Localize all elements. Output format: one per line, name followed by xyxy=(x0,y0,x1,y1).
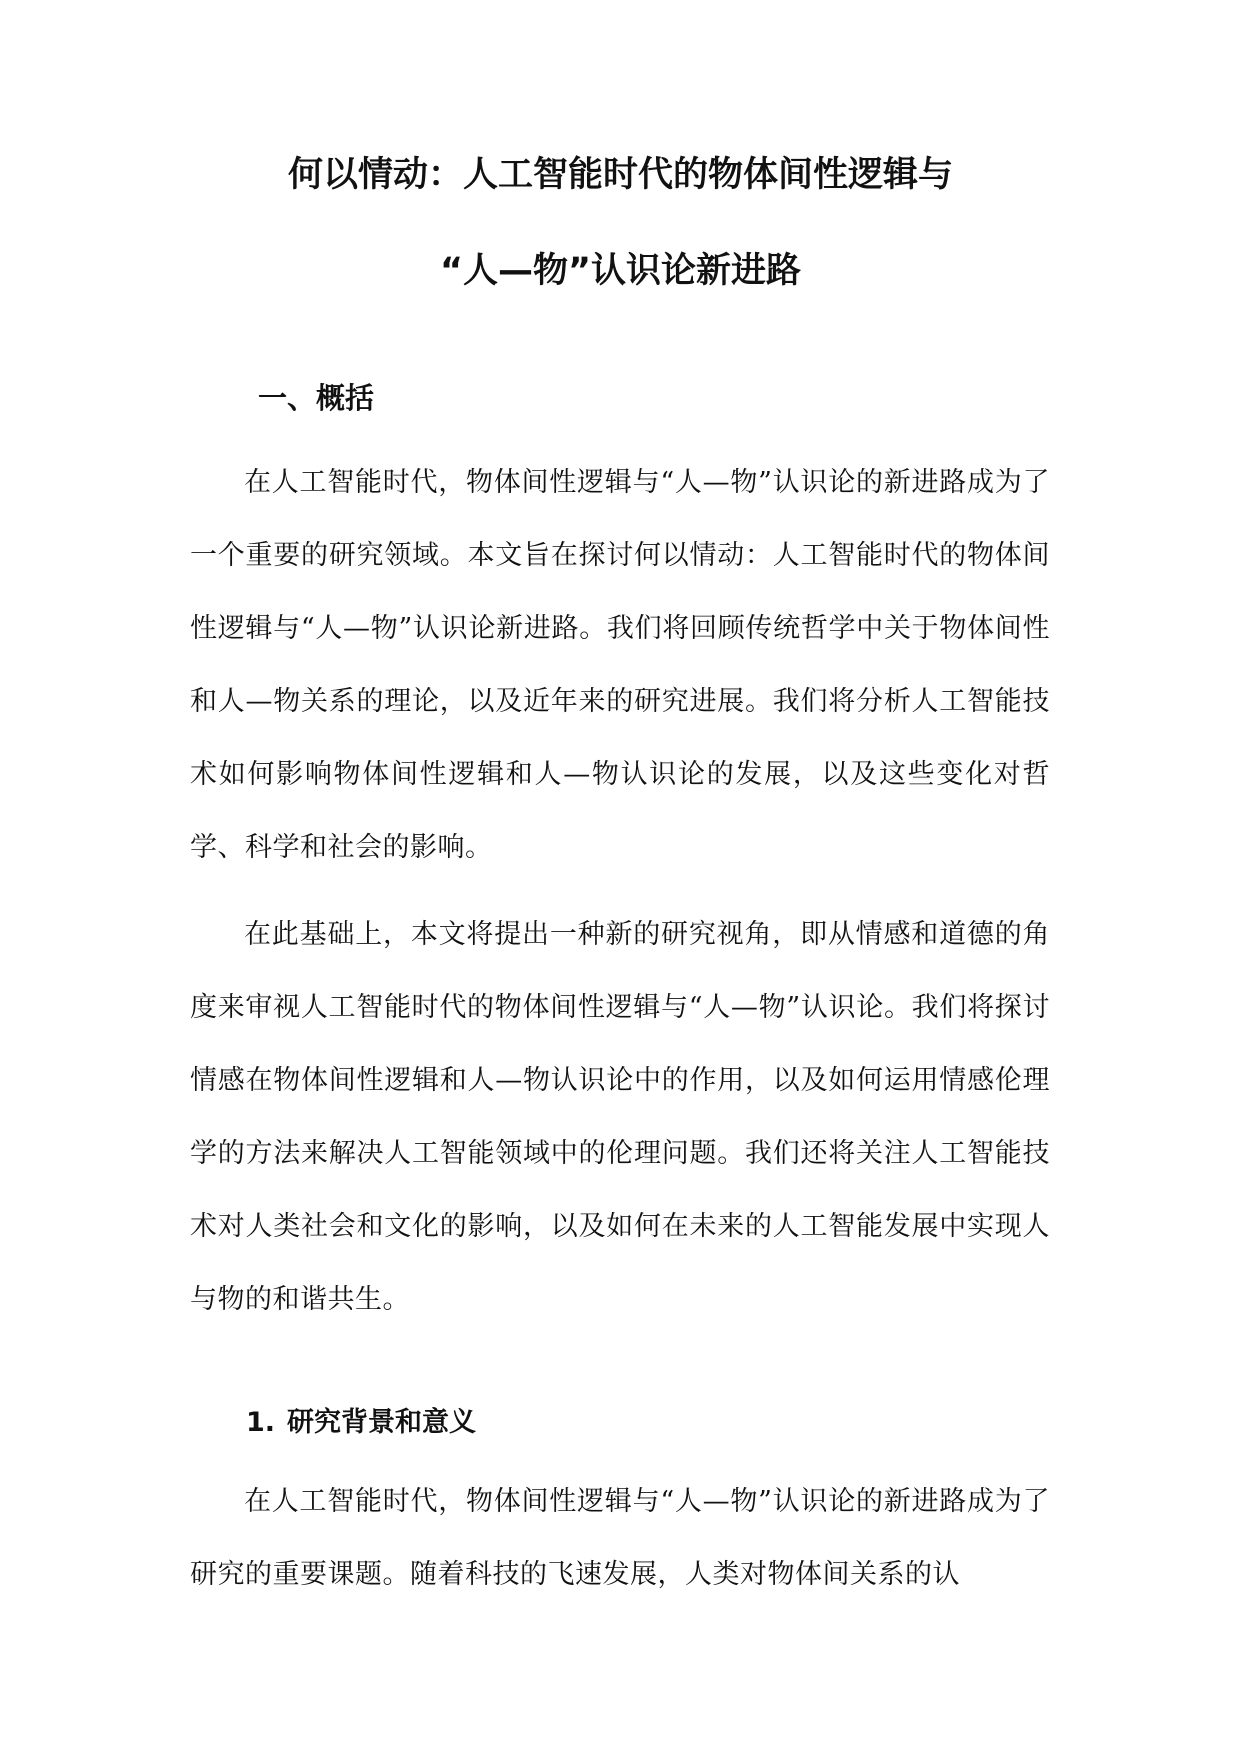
subsection-paragraph: 在人工智能时代，物体间性逻辑与“人—物”认识论的新进路成为了研究的重要课题。随着科技的飞速发展，人类对物体间关系的认 xyxy=(190,1486,1050,1590)
section-heading: 一、概括 xyxy=(258,381,375,415)
document-title-line-2: “人—物”认识论新进路 xyxy=(439,251,801,291)
subsection-heading xyxy=(246,1404,476,1442)
subsection-number: 1. xyxy=(246,1407,276,1438)
section-paragraph-2: 在此基础上，本文将提出一种新的研究视角，即从情感和道德的角度来审视人工智能时代的物体间性逻辑与“人—物”认识论。我们将探讨情感在物体间性逻辑和人—物认识论中的作用，以及如何运用情感伦理学的方法来解决人工智能领域中的伦理问题。我们还将关注人工智能技术对人类社会和文化的影响，以及如何在未来的人工智能发展中实现人与物的和谐共生。 xyxy=(190,919,1050,1315)
section-paragraph-1: 在人工智能时代，物体间性逻辑与“人—物”认识论的新进路成为了一个重要的研究领域。本文旨在探讨何以情动：人工智能时代的物体间性逻辑与“人—物”认识论新进路。我们将回顾传统哲学中关于物体间性和人—物关系的理论，以及近年来的研究进展。我们将分析人工智能技术如何影响物体间性逻辑和人—物认识论的发展，以及这些变化对哲学、科学和社会的影响。 xyxy=(190,467,1050,863)
document-title-line-1: 何以情动：人工智能时代的物体间性逻辑与 xyxy=(287,155,953,195)
subsection-title: 研究背景和意义 xyxy=(287,1407,477,1438)
